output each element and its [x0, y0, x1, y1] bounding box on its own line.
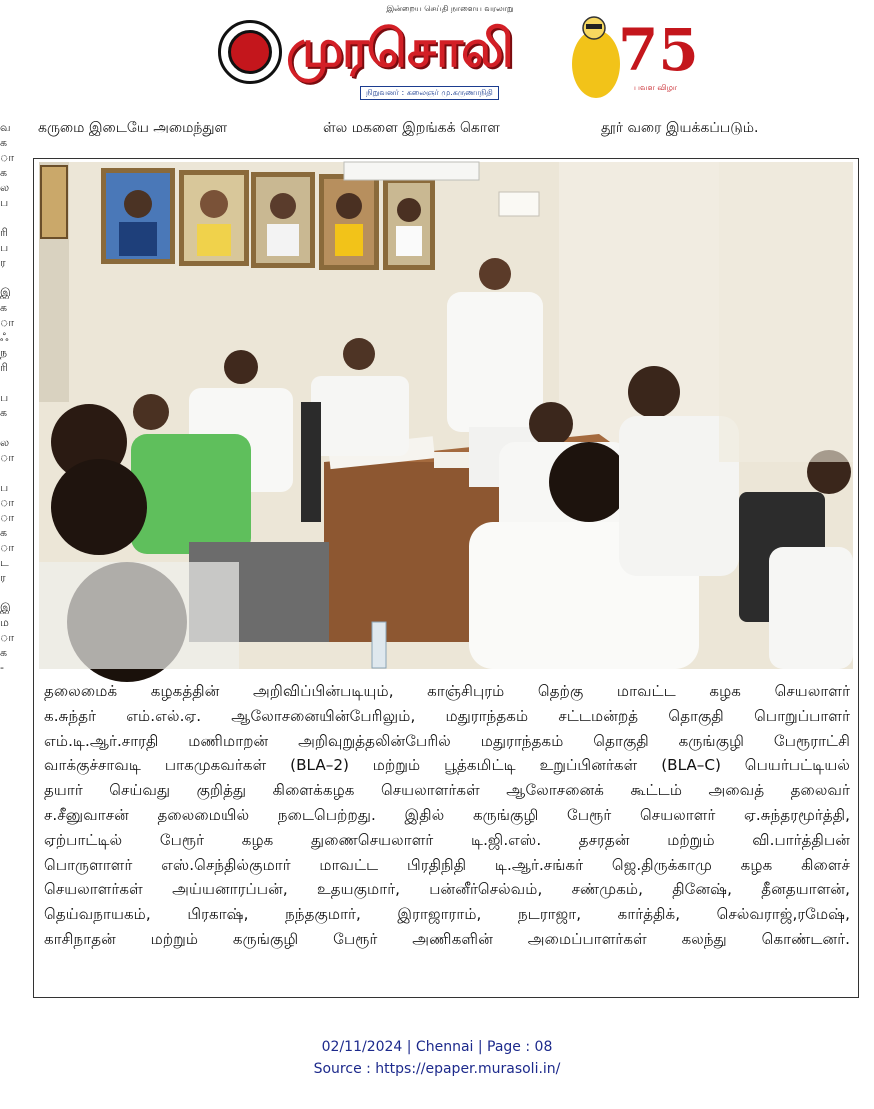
- fragment-char: ா: [0, 151, 15, 164]
- masthead-tagline: இன்றைய செய்தி நாளைய வரலாறு: [386, 4, 514, 13]
- fragment-char: ப: [0, 196, 9, 209]
- fragment-char: ப: [0, 241, 9, 254]
- fragment-char: க: [0, 526, 8, 539]
- meeting-photo: [39, 162, 853, 669]
- article-line: பொருளாளர் எஸ்.செந்தில்குமார் மாவட்ட பிரதிநிதி டி.ஆர்.சங்கர் ஜெ.திருக்காமு கழக கிளைச்: [44, 855, 850, 874]
- fragment-char: க: [0, 166, 8, 179]
- article-line: ச.சீனுவாசன் தலைமையில் நடைபெற்றது. இதில் கருங்குழி பேரூர் செயலாளர் ஏ.சுந்தரமூர்த்தி,: [44, 805, 850, 824]
- fragment-char: ர: [0, 571, 6, 584]
- fragment-char: ா: [0, 541, 15, 554]
- fragment-char: ட: [0, 556, 9, 569]
- fragment-char: க: [0, 406, 8, 419]
- anniversary-75-logo: [566, 6, 699, 102]
- fragment-char: ா: [0, 511, 15, 524]
- article-line: தெய்வநாயகம், பிரகாஷ், நந்தகுமார், இராஜாராம், நடராஜா, கார்த்திக், செல்வராஜ்,ரமேஷ்,: [44, 905, 850, 924]
- strip-text-2: ள்ல மகளை இறங்கக் கொள: [323, 120, 500, 136]
- fragment-char: ா: [0, 316, 15, 329]
- fragment-char: [0, 585, 14, 600]
- fragment-char: [0, 270, 14, 285]
- article-line: காசிநாதன் மற்றும் கருங்குழி பேரூர் அணிகளின் அமைப்பாளர்கள் கலந்து கொண்டனர்.: [44, 929, 850, 948]
- article-line: தயார் செய்வது குறித்து கிளைக்கழக செயலாளர்கள் ஆலோசனைக் கூட்டம் அவைத் தலைவர்: [44, 781, 850, 800]
- anniversary-caption: பவள விழா: [634, 83, 678, 92]
- anniversary-number: 75: [618, 16, 699, 84]
- fragment-char: [0, 420, 14, 435]
- fragment-char: க: [0, 136, 8, 149]
- fragment-char: -: [0, 661, 4, 674]
- fragment-char: ர: [0, 256, 6, 269]
- fragment-char: ந: [0, 346, 8, 359]
- footer-dateline: 02/11/2024 | Chennai | Page : 08: [321, 1039, 553, 1055]
- article-line: தலைமைக் கழகத்தின் அறிவிப்பின்படியும், காஞ்சிபுரம் தெற்கு மாவட்ட கழக செயலாளர்: [44, 682, 850, 700]
- fragment-char: [0, 375, 14, 390]
- article-line: ஏற்பாட்டில் பேரூர் கழக துணைசெயலாளர் டி.ஜி.எஸ். தசரதன் மற்றும் வி.பார்த்திபன்: [44, 830, 850, 849]
- article-line: வாக்குச்சாவடி பாகமுகவர்கள் (BLA–2) மற்றும் பூத்கமிட்டி உறுப்பினர்கள் (BLA–C) பெயர்பட்டியல்: [44, 756, 850, 775]
- footer-source: Source : https://epaper.murasoli.in/: [313, 1061, 561, 1077]
- adjacent-article-strip: [38, 120, 838, 140]
- seal-emblem-icon: [228, 30, 272, 74]
- strip-text-1: கருமை இடையே அமைந்துள: [38, 120, 228, 136]
- newspaper-logo: முரசொலி: [286, 18, 512, 79]
- fragment-char: ம: [0, 616, 9, 629]
- party-seal-logo: [218, 20, 282, 84]
- fragment-char: ப: [0, 391, 9, 404]
- fragment-char: ா: [0, 496, 15, 509]
- fragment-char: [0, 465, 14, 480]
- fragment-char: ரி: [0, 226, 8, 239]
- page-footer: [0, 1036, 874, 1080]
- article-line: க.சுந்தர் எம்.எல்.ஏ. ஆலோசனையின்பேரிலும், மதுராந்தகம் சட்டமன்றத் தொகுதி பொறுப்பாளர்: [44, 706, 850, 725]
- fragment-char: க: [0, 301, 8, 314]
- fragment-char: ஃ: [0, 331, 9, 344]
- adjacent-column-fragment: [0, 120, 14, 675]
- fragment-char: ல: [0, 181, 10, 194]
- fragment-char: ல: [0, 436, 10, 449]
- article-line: எம்.டி.ஆர்.சாரதி மணிமாறன் அறிவுறுத்தலின்பேரில் மதுராந்தகம் தொகுதி கருங்குழி பேரூராட்சி: [44, 731, 850, 750]
- masthead-subtitle: நிறுவனர் : கலைஞர் மு.கருணாநிதி: [360, 86, 499, 100]
- fragment-char: ரி: [0, 361, 8, 374]
- article-body: [44, 679, 850, 952]
- news-article: [33, 158, 859, 998]
- fragment-char: ா: [0, 451, 15, 464]
- article-line: செயலாளர்கள் அய்யனாரப்பன், உதயகுமார், பன்னீர்செல்வம், சண்முகம், தினேஷ், தீனதயாளன்,: [44, 880, 850, 899]
- fragment-char: [0, 210, 14, 225]
- masthead: [210, 4, 699, 104]
- fragment-char: ா: [0, 631, 15, 644]
- fragment-char: ப: [0, 481, 9, 494]
- strip-text-3: தூர் வரை இயக்கப்படும்.: [601, 120, 759, 136]
- fragment-char: இ: [0, 286, 11, 299]
- fragment-char: க: [0, 646, 8, 659]
- fragment-char: இ: [0, 601, 11, 614]
- fragment-char: வ: [0, 121, 11, 134]
